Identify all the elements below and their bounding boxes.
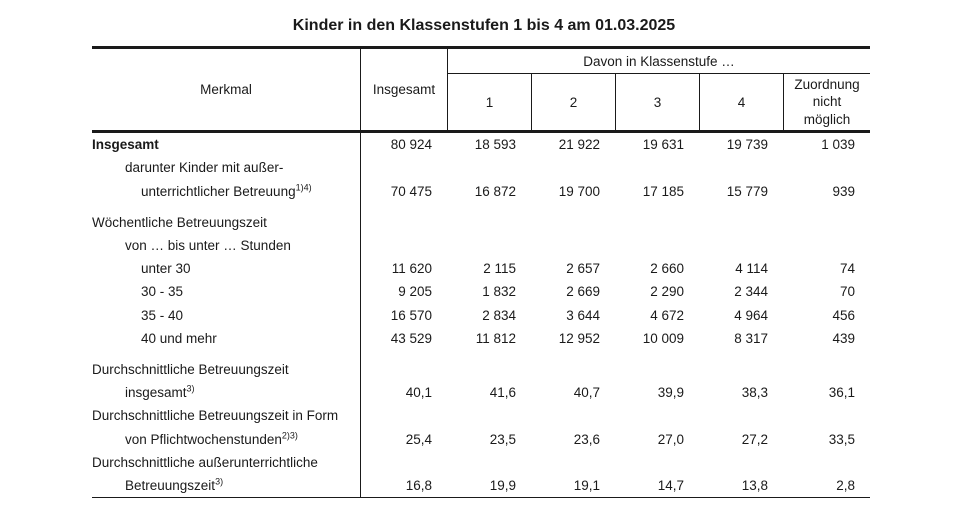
table-row <box>92 257 870 280</box>
cell-value: 4 114 <box>735 261 768 277</box>
table-row <box>92 180 870 203</box>
cell-value: 1 832 <box>482 284 516 300</box>
cell-value: 19,9 <box>489 478 516 494</box>
row-label-cell <box>92 137 360 152</box>
row-label: Wöchentliche Betreuungszeit <box>92 214 267 230</box>
row-label: Betreuungszeit <box>125 478 216 494</box>
cell-value: 70 <box>839 284 855 300</box>
col-header-zuordnung-nicht-moeglich: Zuordnung nicht möglich <box>783 74 870 130</box>
cell-value: 13,8 <box>741 478 768 494</box>
row-label: insgesamt <box>125 385 187 401</box>
row-label-cell <box>92 215 360 230</box>
cell-value: 8 317 <box>734 331 768 347</box>
footnote-marker: 2)3) <box>281 431 298 441</box>
row-label-cell <box>92 261 360 276</box>
cell-value: 12 952 <box>558 331 600 347</box>
table-row <box>92 358 870 381</box>
cell-value: 33,5 <box>828 431 855 447</box>
cell-value: 19,1 <box>573 478 600 494</box>
cell-value: 17 185 <box>642 183 684 199</box>
cell-value: 2 669 <box>566 284 600 300</box>
column-divider-line <box>360 133 361 497</box>
cell-value: 2 834 <box>482 307 516 323</box>
cell-value: 23,5 <box>489 431 516 447</box>
row-label: unter 30 <box>141 261 191 277</box>
cell-value: 16 570 <box>390 307 432 323</box>
table-row <box>92 404 870 427</box>
col-header-insgesamt: Insgesamt <box>360 49 447 130</box>
col-header-merkmal: Merkmal <box>200 82 252 97</box>
cell-value: 41,6 <box>489 385 516 401</box>
cell-value: 40,1 <box>405 385 432 401</box>
row-label-cell <box>92 184 360 199</box>
col-group-header-klassenstufe: Davon in Klassenstufe … <box>447 49 870 74</box>
cell-value: 27,0 <box>657 431 684 447</box>
row-label-cell <box>92 160 360 175</box>
cell-value: 939 <box>832 183 855 199</box>
row-label-cell <box>92 331 360 346</box>
row-label: 40 und mehr <box>141 331 217 347</box>
table-row <box>92 327 870 350</box>
row-label: von Pflichtwochenstunden <box>125 431 282 447</box>
row-label: Durchschnittliche Betreuungszeit in Form <box>92 408 339 424</box>
row-label: Durchschnittliche Betreuungszeit <box>92 361 289 377</box>
row-label-cell <box>92 455 360 470</box>
col-header-klasse-3: 3 <box>615 74 699 130</box>
cell-value: 39,9 <box>657 385 684 401</box>
cell-value: 2 657 <box>566 261 600 277</box>
footnote-marker: 1)4) <box>295 183 312 193</box>
table-row <box>92 304 870 327</box>
table-row <box>92 210 870 233</box>
cell-value: 2 344 <box>734 284 768 300</box>
cell-value: 27,2 <box>741 431 768 447</box>
table-title: Kinder in den Klassenstufen 1 bis 4 am 01.03.2025 <box>292 17 676 34</box>
row-label: unterrichtlicher Betreuung <box>141 183 296 199</box>
row-label: von … bis unter … Stunden <box>125 237 291 253</box>
row-label-cell <box>92 284 360 299</box>
table-body <box>92 133 870 498</box>
table-row <box>92 474 870 497</box>
table-row <box>92 156 870 179</box>
row-label-cell <box>92 385 360 400</box>
footnote-marker: 3) <box>215 478 224 487</box>
cell-value: 439 <box>832 331 855 347</box>
col-header-klasse-4: 4 <box>699 74 783 130</box>
table-row <box>92 234 870 257</box>
row-label-cell <box>92 478 360 493</box>
table-header <box>92 46 870 133</box>
cell-value: 19 739 <box>726 137 768 153</box>
cell-value: 43 529 <box>390 331 432 347</box>
row-label: 30 - 35 <box>141 284 184 300</box>
table-row <box>92 451 870 474</box>
cell-value: 16,8 <box>405 478 432 494</box>
cell-value: 10 009 <box>642 331 684 347</box>
col-header-klasse-2: 2 <box>531 74 615 130</box>
table-row <box>92 280 870 303</box>
cell-value: 23,6 <box>573 431 600 447</box>
cell-value: 74 <box>839 261 855 277</box>
cell-value: 18 593 <box>474 137 516 153</box>
statistics-table <box>92 46 870 498</box>
cell-value: 40,7 <box>573 385 600 401</box>
row-label-cell <box>92 308 360 323</box>
cell-value: 2,8 <box>836 478 855 494</box>
row-label-cell <box>92 432 360 447</box>
cell-value: 25,4 <box>405 431 432 447</box>
footnote-marker: 3) <box>186 385 195 394</box>
cell-value: 15 779 <box>726 183 768 199</box>
row-label-cell <box>92 238 360 253</box>
cell-value: 9 205 <box>398 284 432 300</box>
cell-value: 11 620 <box>391 261 432 277</box>
cell-value: 2 660 <box>650 261 684 277</box>
cell-value: 19 631 <box>642 137 684 153</box>
cell-value: 4 964 <box>734 307 768 323</box>
cell-value: 38,3 <box>741 385 768 401</box>
cell-value: 21 922 <box>558 137 600 153</box>
cell-value: 16 872 <box>474 183 516 199</box>
cell-value: 3 644 <box>566 307 600 323</box>
cell-value: 80 924 <box>390 137 432 153</box>
cell-value: 1 039 <box>821 137 855 153</box>
row-label: Durchschnittliche außerunterrichtliche <box>92 455 318 470</box>
col-header-klasse-1: 1 <box>447 74 531 130</box>
cell-value: 19 700 <box>558 183 600 199</box>
cell-value: 2 290 <box>650 284 684 300</box>
row-label: Insgesamt <box>92 137 159 153</box>
row-label: 35 - 40 <box>141 307 184 323</box>
cell-value: 456 <box>832 307 855 323</box>
cell-value: 14,7 <box>657 478 684 494</box>
table-row <box>92 133 870 156</box>
cell-value: 36,1 <box>828 385 855 401</box>
row-label: darunter Kinder mit außer- <box>125 160 284 176</box>
table-row <box>92 381 870 404</box>
cell-value: 11 812 <box>475 331 516 347</box>
cell-value: 2 115 <box>483 261 516 277</box>
cell-value: 4 672 <box>650 307 684 323</box>
row-label-cell <box>92 362 360 377</box>
table-row <box>92 428 870 451</box>
cell-value: 70 475 <box>390 183 432 199</box>
row-label-cell <box>92 408 360 423</box>
